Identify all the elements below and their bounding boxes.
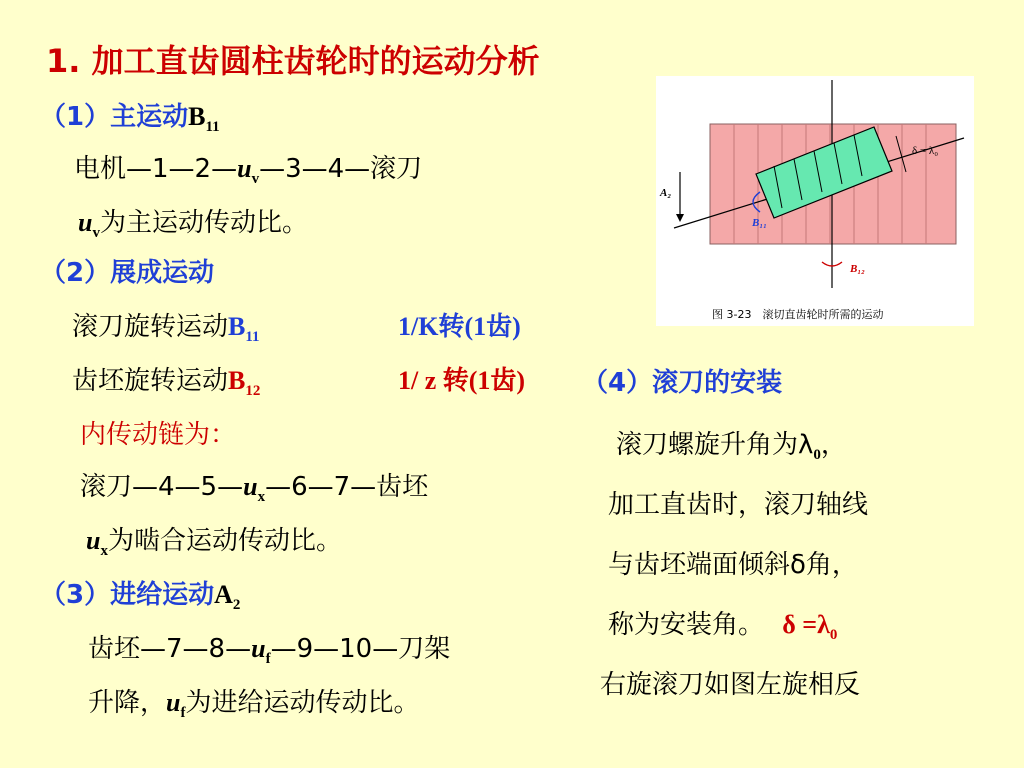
b12-label: B₁₂ [850,263,866,275]
section-4-heading: （4）滚刀的安装 [582,368,783,398]
section-1-symbol-sub: 11 [205,119,220,135]
section-2-row-2 [72,360,260,397]
section-1-symbol: B [188,102,206,131]
section-1-heading [40,96,220,133]
section-2-row-1-relation: 1/K转(1齿) [398,312,521,341]
ratio-symbol: u [78,208,93,237]
hobbing-diagram [656,76,974,326]
section-2-heading: （2）展成运动 [40,258,215,288]
section-4-line-5: 右旋滚刀如图左旋相反 [600,670,861,700]
ratio-subscript: f [180,705,186,721]
section-2-ratio [86,520,342,557]
ratio-text: 为主运动传动比。 [99,208,308,238]
section-3-chain [88,628,450,665]
row-text: 滚刀旋转运动 [72,312,229,342]
feed-arrow-head [676,214,684,222]
section-3-symbol-sub: 2 [232,597,241,613]
page-title: 1. 加工直齿圆柱齿轮时的运动分析 [46,42,540,80]
section-4-line-3: 与齿坯端面倾斜δ角， [608,550,858,580]
install-angle-formula [782,610,838,643]
b11-label: B₁₁ [752,217,768,229]
chain-text-b: —6—7—齿坯 [265,472,429,502]
ratio-prefix: 升降， [88,688,167,718]
section-2-row-1 [72,306,260,343]
section-4-line-1 [616,424,847,461]
lambda-sub: 0 [813,447,821,463]
ratio-subscript: f [265,651,271,667]
ratio-symbol: u [86,526,101,555]
ratio-symbol: u [237,154,252,183]
chain-text-a: 电机—1—2— [74,154,238,184]
section-4-line-2: 加工直齿时，滚刀轴线 [608,490,869,520]
section-4-line-4 [608,604,837,641]
row-symbol: B [228,366,246,395]
formula-sub: 0 [829,627,838,643]
ratio-text: 为进给运动传动比。 [185,688,420,718]
ratio-subscript: x [100,543,108,559]
section-1-chain [74,148,422,185]
ratio-symbol: u [166,688,181,717]
section-2-row-2-relation: 1/ z 转(1齿) [398,366,526,395]
chain-text-a: 滚刀—4—5— [80,472,244,502]
line-text-b: ， [820,430,847,460]
section-3-heading [40,574,240,611]
section-1-heading-text: （1）主运动 [40,102,189,132]
ratio-symbol: u [243,472,258,501]
hobbing-figure [656,76,974,326]
ratio-text: 为啮合运动传动比。 [107,526,342,556]
inner-chain-label: 内传动链为： [80,420,237,450]
section-2-chain [80,466,428,503]
ratio-subscript: v [251,171,260,187]
section-3-heading-text: （3）进给运动 [40,580,215,610]
row-symbol-sub: 12 [245,383,261,399]
chain-text-b: —3—4—滚刀 [259,154,423,184]
row-symbol: B [228,312,246,341]
section-3-ratio [88,682,420,719]
row-text: 齿坯旋转运动 [72,366,229,396]
chain-text-b: —9—10—刀架 [270,634,451,664]
ratio-subscript: v [92,225,100,241]
delta-label: δ = λ₀ [912,145,939,157]
line-text: 称为安装角。 [608,610,765,640]
ratio-subscript: x [257,489,266,505]
line-text-a: 滚刀螺旋升角为λ [616,430,814,460]
a2-label: A₂ [660,187,672,199]
ratio-symbol: u [251,634,266,663]
section-1-ratio [78,202,308,239]
section-3-symbol: A [214,580,233,609]
row-symbol-sub: 11 [245,329,260,345]
chain-text-a: 齿坯—7—8— [88,634,252,664]
formula-text: δ =λ [782,610,830,639]
figure-caption: 图 3-23 滚切直齿轮时所需的运动 [712,308,884,321]
